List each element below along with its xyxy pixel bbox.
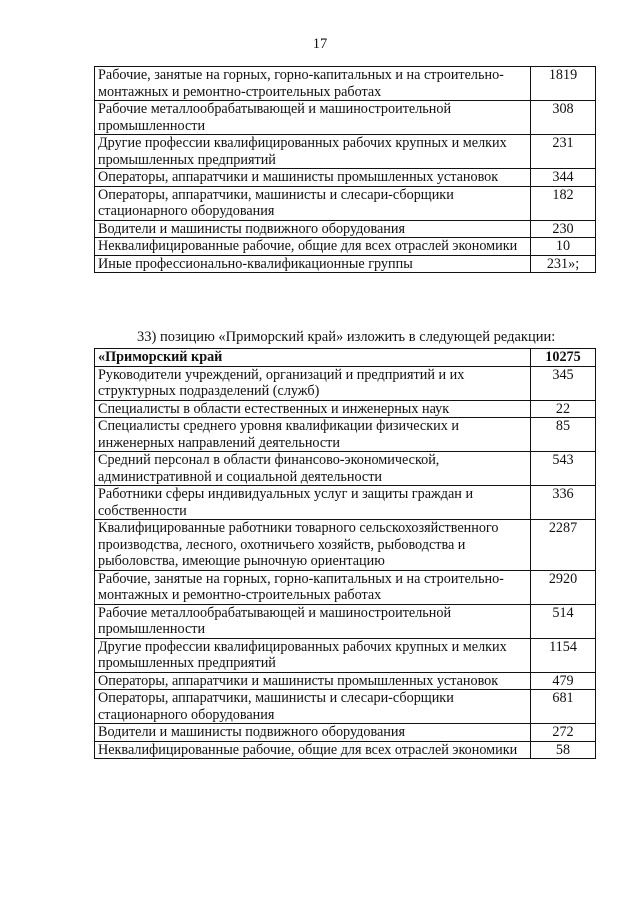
table-row — [95, 638, 596, 672]
occupation-name: Руководители учреждений, организаций и предприятий и их структурных подразделений (служб) — [95, 366, 531, 400]
table-row — [95, 169, 596, 187]
occupation-count: 479 — [531, 672, 596, 690]
occupation-count: 272 — [531, 724, 596, 742]
occupation-name: Рабочие металлообрабатывающей и машиностроительной промышленности — [95, 604, 531, 638]
occupation-name: Неквалифицированные рабочие, общие для всех отраслей экономики — [95, 238, 531, 256]
occupation-name: Неквалифицированные рабочие, общие для всех отраслей экономики — [95, 741, 531, 759]
table-header-row — [95, 349, 596, 367]
occupation-count: 10 — [531, 238, 596, 256]
occupation-name: Другие профессии квалифицированных рабочих крупных и мелких промышленных предприятий — [95, 135, 531, 169]
table-row — [95, 452, 596, 486]
table-row — [95, 238, 596, 256]
table-row — [95, 570, 596, 604]
table-row — [95, 186, 596, 220]
amendment-instruction: 33) позицию «Приморский край» изложить в следующей редакции: — [137, 329, 556, 345]
occupation-name: Рабочие, занятые на горных, горно-капитальных и на строительно-монтажных и ремонтно-строительных работах — [95, 67, 531, 101]
occupation-count: 2920 — [531, 570, 596, 604]
occupation-name: Водители и машинисты подвижного оборудования — [95, 220, 531, 238]
occupation-name: Средний персонал в области финансово-экономической, административной и социальной деятельности — [95, 452, 531, 486]
region-total: 10275 — [531, 349, 596, 367]
occupation-count: 1819 — [531, 67, 596, 101]
occupation-count: 514 — [531, 604, 596, 638]
occupation-count: 182 — [531, 186, 596, 220]
occupation-name: Операторы, аппаратчики и машинисты промышленных установок — [95, 672, 531, 690]
occupation-count: 22 — [531, 400, 596, 418]
occupation-name: Рабочие, занятые на горных, горно-капитальных и на строительно-монтажных и ремонтно-строительных работах — [95, 570, 531, 604]
occupation-count: 345 — [531, 366, 596, 400]
table-row — [95, 604, 596, 638]
region-name: «Приморский край — [95, 349, 531, 367]
table-row — [95, 486, 596, 520]
occupation-count: 543 — [531, 452, 596, 486]
occupation-name: Специалисты в области естественных и инженерных наук — [95, 400, 531, 418]
occupation-count: 344 — [531, 169, 596, 187]
occupation-count: 230 — [531, 220, 596, 238]
table-row — [95, 135, 596, 169]
occupation-count: 1154 — [531, 638, 596, 672]
table-row — [95, 741, 596, 759]
table-row — [95, 220, 596, 238]
occupation-name: Другие профессии квалифицированных рабочих крупных и мелких промышленных предприятий — [95, 638, 531, 672]
occupation-count: 308 — [531, 101, 596, 135]
table-row — [95, 400, 596, 418]
table-row — [95, 724, 596, 742]
table-row — [95, 520, 596, 571]
occupation-name: Водители и машинисты подвижного оборудования — [95, 724, 531, 742]
page-number: 17 — [312, 36, 328, 52]
occupation-name: Рабочие металлообрабатывающей и машиностроительной промышленности — [95, 101, 531, 135]
occupation-count: 231»; — [531, 255, 596, 273]
occupation-name: Работники сферы индивидуальных услуг и защиты граждан и собственности — [95, 486, 531, 520]
occupation-count: 58 — [531, 741, 596, 759]
occupation-count: 231 — [531, 135, 596, 169]
occupation-name: Квалифицированные работники товарного сельскохозяйственного производства, лесного, охотничьего хозяйств, рыбоводства и рыболовства, имеющие рыночную ориентацию — [95, 520, 531, 571]
table-row — [95, 67, 596, 101]
occupation-count: 336 — [531, 486, 596, 520]
table-row — [95, 255, 596, 273]
occupation-name: Иные профессионально-квалификационные группы — [95, 255, 531, 273]
occupation-count: 681 — [531, 690, 596, 724]
table-row — [95, 418, 596, 452]
occupation-table-continued — [94, 66, 596, 273]
occupation-count: 85 — [531, 418, 596, 452]
occupation-count: 2287 — [531, 520, 596, 571]
occupation-name: Операторы, аппаратчики и машинисты промышленных установок — [95, 169, 531, 187]
occupation-name: Операторы, аппаратчики, машинисты и слесари-сборщики стационарного оборудования — [95, 186, 531, 220]
table-row — [95, 672, 596, 690]
occupation-name: Специалисты среднего уровня квалификации физических и инженерных направлений деятельности — [95, 418, 531, 452]
table-row — [95, 101, 596, 135]
table-row — [95, 690, 596, 724]
primorsky-krai-table — [94, 348, 596, 759]
table-row — [95, 366, 596, 400]
occupation-name: Операторы, аппаратчики, машинисты и слесари-сборщики стационарного оборудования — [95, 690, 531, 724]
